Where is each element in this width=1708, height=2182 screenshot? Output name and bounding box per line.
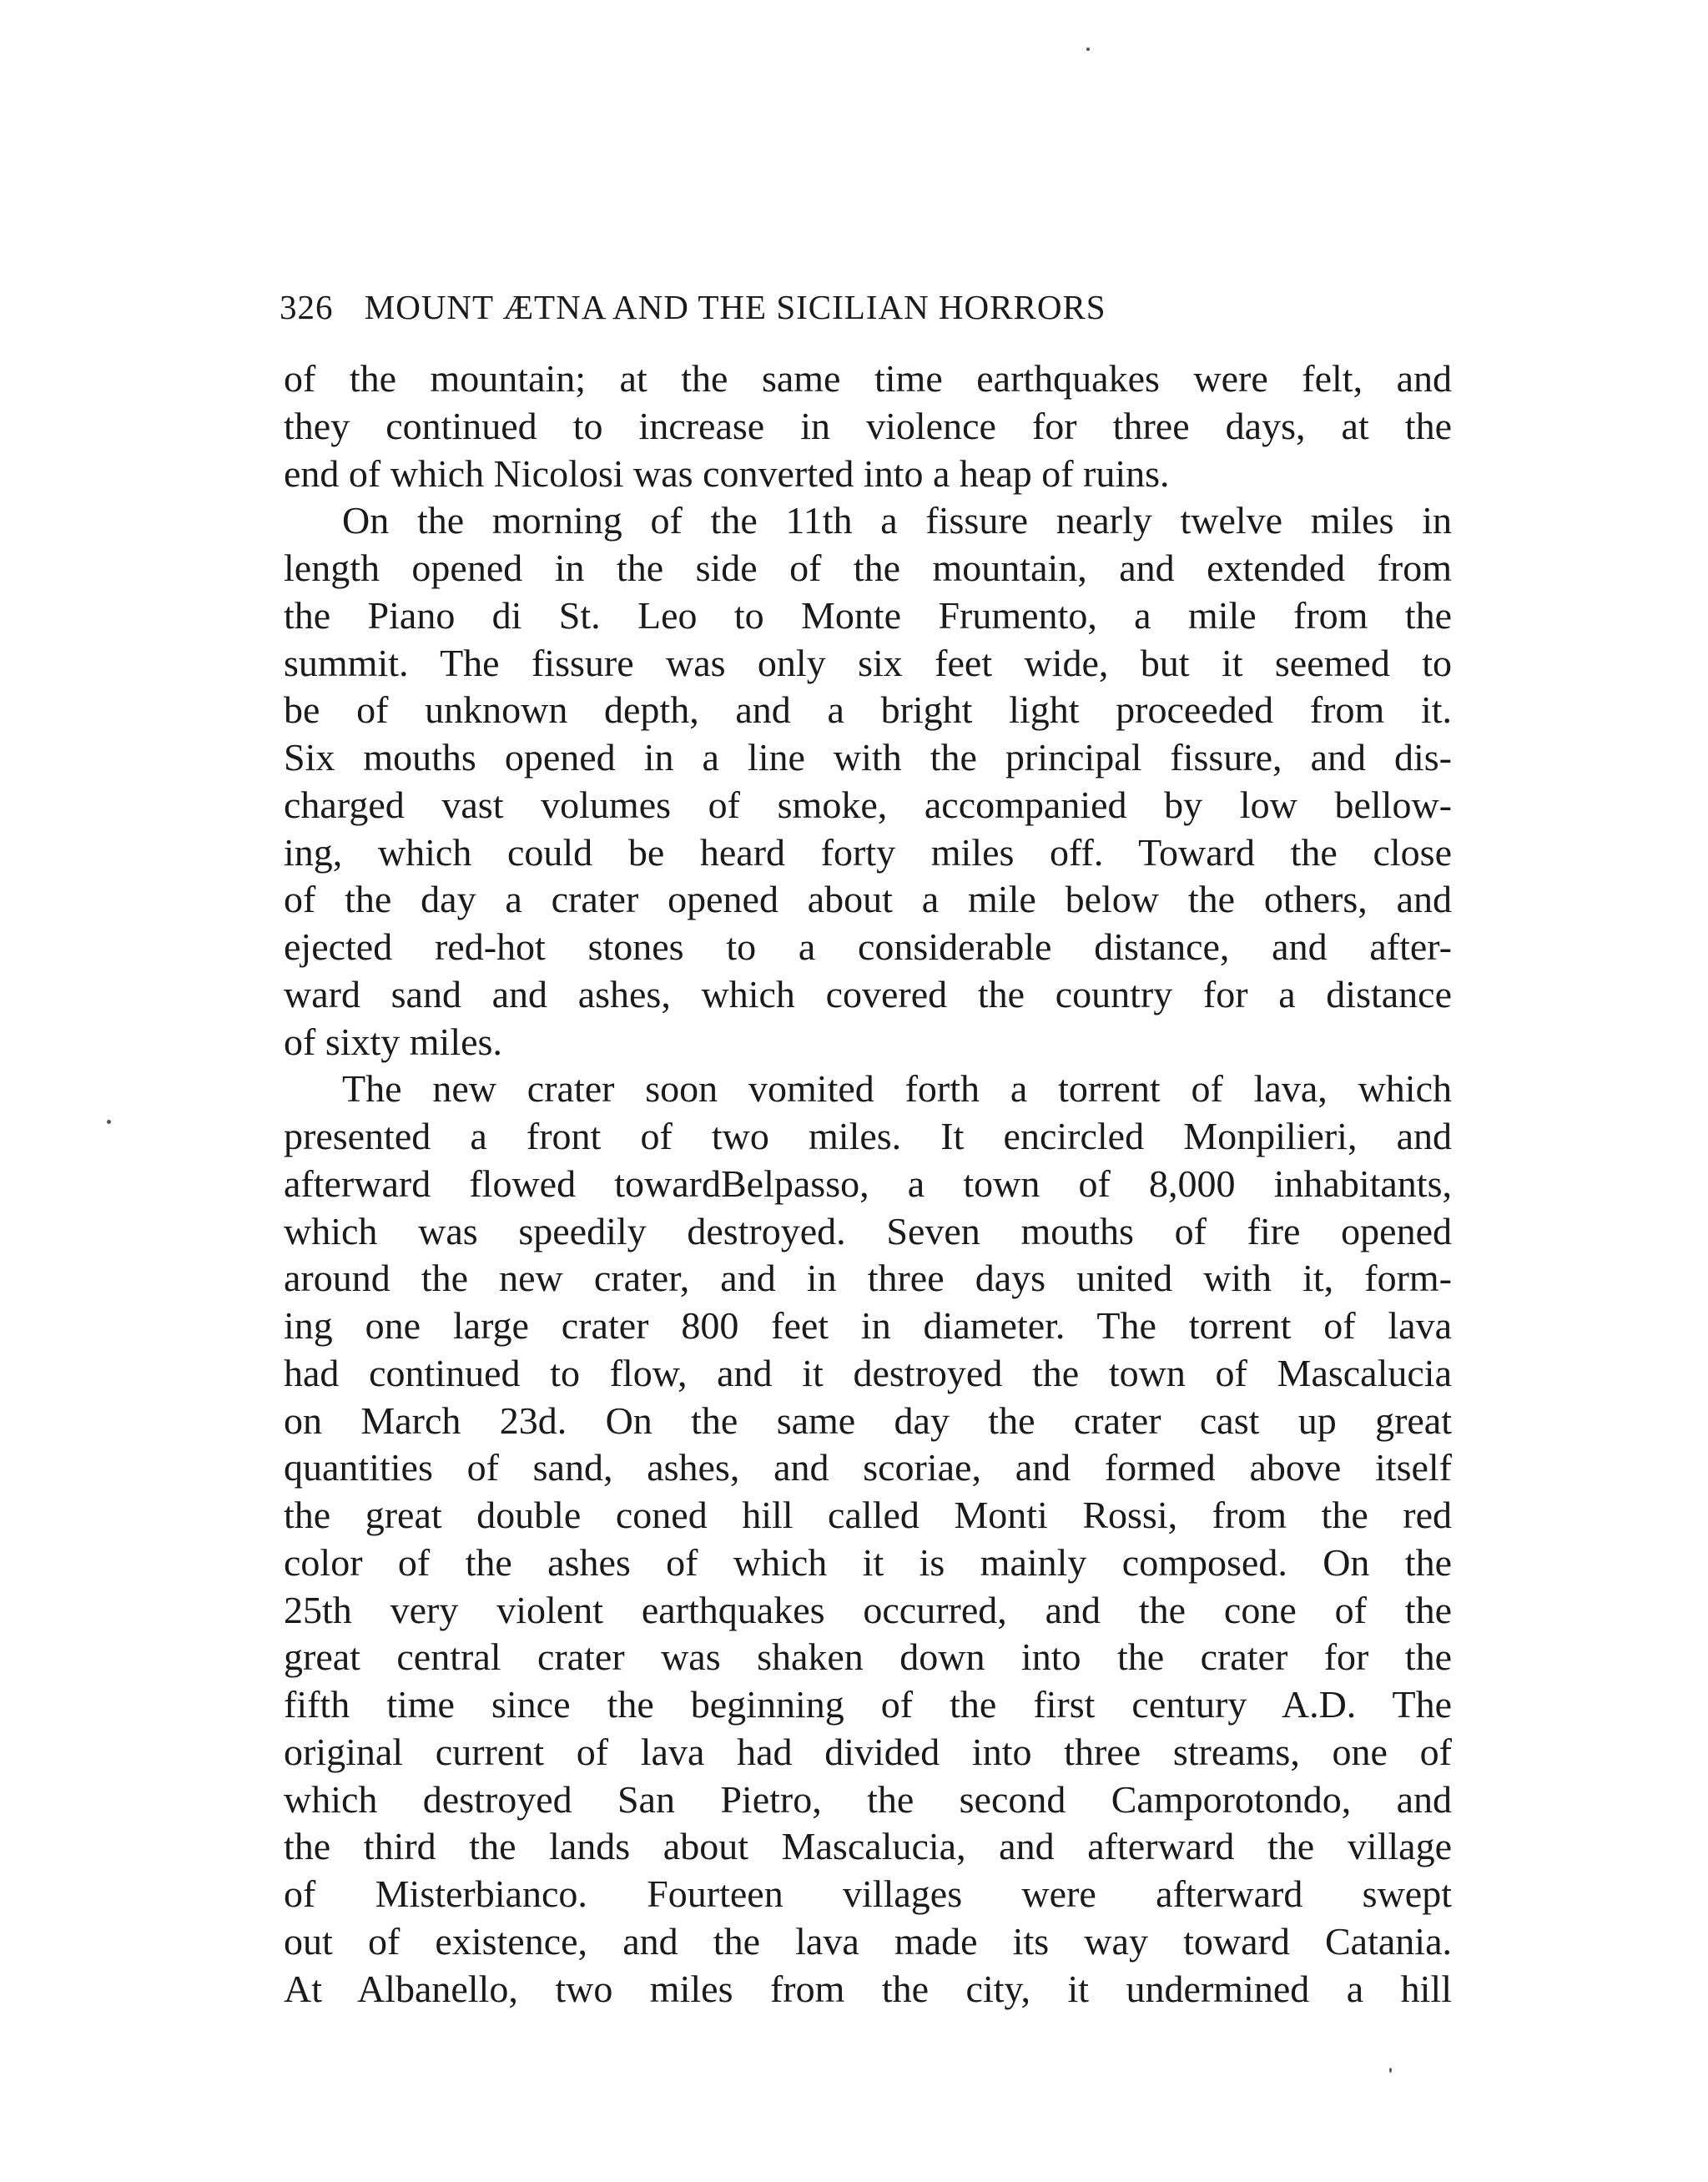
running-title: MOUNT ÆTNA AND THE SICILIAN HORRORS — [364, 288, 1106, 326]
text-line: the Piano di St. Leo to Monte Frumento, a mile from the — [284, 593, 1452, 637]
running-head — [280, 282, 1448, 332]
text-line: On the morning of the 11th a fissure nearly twelve miles in — [342, 499, 1452, 542]
text-line: presented a front of two miles. It encircled Monpilieri, and — [284, 1115, 1452, 1157]
text-line: which was speedily destroyed. Seven mouths of fire opened — [284, 1209, 1452, 1252]
text-line: The new crater soon vomited forth a torrent of lava, which — [342, 1067, 1452, 1111]
text-line: had continued to flow, and it destroyed the town of Mascalucia — [284, 1351, 1452, 1394]
body-text — [284, 355, 1452, 2013]
text-line: which destroyed San Pietro, the second Camporotondo, and — [284, 1777, 1452, 1821]
scan-speck — [1086, 48, 1090, 51]
text-line: ward sand and ashes, which covered the country for a distance — [284, 972, 1452, 1015]
text-line: out of existence, and the lava made its way toward Catania. — [284, 1919, 1452, 1963]
text-line: ejected red-hot stones to a considerable distance, and after- — [284, 925, 1452, 968]
text-line: charged vast volumes of smoke, accompanied by low bellow- — [284, 783, 1452, 826]
text-line: of the day a crater opened about a mile below the others, and — [284, 878, 1452, 921]
text-line: they continued to increase in violence for three days, at the — [284, 404, 1452, 447]
text-line: on March 23d. On the same day the crater cast up great — [284, 1398, 1452, 1442]
text-line: the third the lands about Mascalucia, and afterward the village — [284, 1825, 1452, 1868]
text-line: original current of lava had divided into three streams, one of — [284, 1730, 1452, 1773]
text-line: At Albanello, two miles from the city, it undermined a hill — [284, 1967, 1452, 2010]
text-line: afterward flowed towardBelpasso, a town of 8,000 inhabitants, — [284, 1162, 1452, 1205]
text-line: of the mountain; at the same time earthquakes were felt, and — [284, 357, 1452, 400]
scan-speck — [107, 1120, 111, 1124]
text-line: fifth time since the beginning of the first century A.D. The — [284, 1683, 1452, 1726]
text-line: summit. The fissure was only six feet wide, but it seemed to — [284, 641, 1452, 684]
text-line: of Misterbianco. Fourteen villages were afterward swept — [284, 1872, 1452, 1915]
text-line: 25th very violent earthquakes occurred, and the cone of the — [284, 1588, 1452, 1631]
text-line: the great double coned hill called Monti Rossi, from the red — [284, 1494, 1452, 1536]
text-line: great central crater was shaken down into the crater for the — [284, 1635, 1452, 1679]
text-line: quantities of sand, ashes, and scoriae, and formed above itself — [284, 1446, 1452, 1489]
text-line: ing, which could be heard forty miles off. Toward the close — [284, 830, 1452, 874]
text-line: length opened in the side of the mountain, and extended from — [284, 547, 1452, 589]
text-line: ing one large crater 800 feet in diameter. The torrent of lava — [284, 1304, 1452, 1347]
text-line: color of the ashes of which it is mainly composed. On the — [284, 1540, 1452, 1584]
text-line: around the new crater, and in three days united with it, form- — [284, 1257, 1452, 1300]
page-number: 326 — [280, 288, 334, 326]
text-line: be of unknown depth, and a bright light proceeded from it. — [284, 688, 1452, 732]
text-line: end of which Nicolosi was converted into a heap of ruins. — [284, 451, 1170, 495]
scan-speck — [1389, 2068, 1392, 2073]
text-line: Six mouths opened in a line with the principal fissure, and dis- — [284, 736, 1452, 779]
text-line: of sixty miles. — [284, 1020, 502, 1063]
